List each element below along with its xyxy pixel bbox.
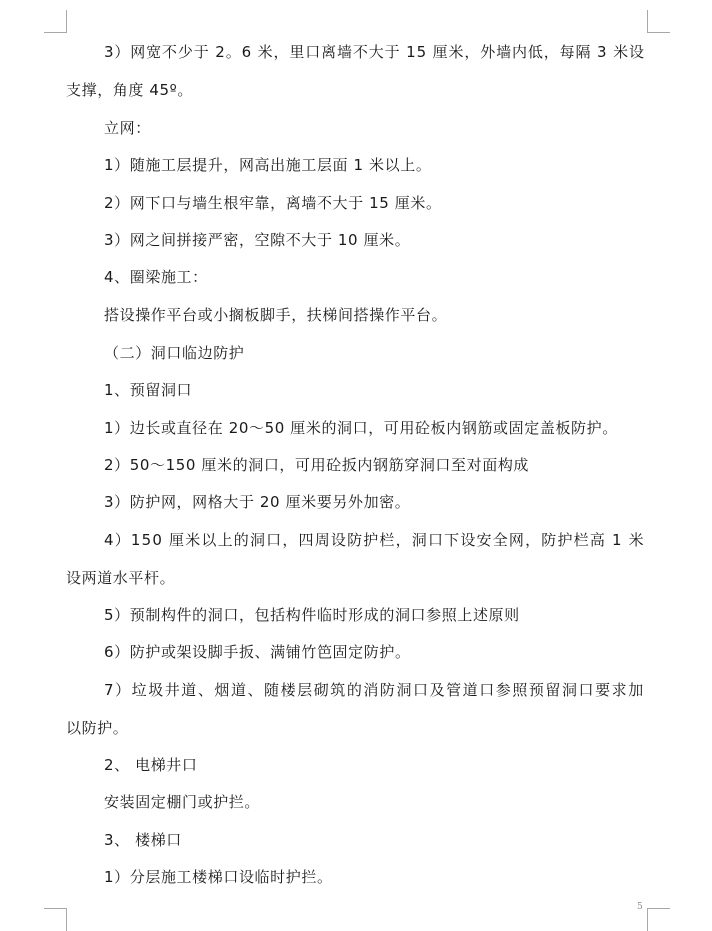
text-line: 5）预制构件的洞口，包括构件临时形成的洞口参照上述原则: [104, 606, 520, 624]
text-line: （二）洞口临边防护: [104, 344, 245, 362]
text-line: 6）防护或架设脚手扳、满铺竹笆固定防护。: [104, 643, 411, 661]
text-line: 设两道水平杆。: [66, 569, 176, 587]
corner-mark-bottom-left: [44, 908, 67, 931]
text-line: 3、 楼梯口: [104, 831, 182, 849]
text-line: 3）网宽不少于 2。6 米，里口离墙不大于 15 厘米，外墙内低，每隔 3 米设: [104, 43, 645, 61]
text-line: 4）150 厘米以上的洞口，四周设防护栏，洞口下设安全网，防护栏高 1 米: [104, 531, 645, 549]
text-line: 支撑，角度 45º。: [66, 81, 193, 99]
corner-mark-bottom-right: [647, 908, 670, 931]
text-line: 7）垃圾井道、烟道、随楼层砌筑的消防洞口及管道口参照预留洞口要求加: [104, 681, 645, 699]
text-line: 2、 电梯井口: [104, 756, 198, 774]
text-line: 1、预留洞口: [104, 381, 193, 399]
text-line: 3）防护网，网格大于 20 厘米要另外加密。: [104, 493, 411, 511]
corner-mark-top-right: [647, 10, 670, 33]
corner-mark-top-left: [44, 10, 67, 33]
text-line: 2）50～150 厘米的洞口，可用砼扳内钢筋穿洞口至对面构成: [104, 456, 530, 474]
text-line: 安装固定棚门或护拦。: [104, 793, 261, 811]
text-line: 2）网下口与墙生根牢靠，离墙不大于 15 厘米。: [104, 194, 442, 212]
text-line: 以防护。: [66, 719, 129, 737]
text-line: 1）边长或直径在 20～50 厘米的洞口，可用砼板内钢筋或固定盖板防护。: [104, 419, 618, 437]
text-line: 1）随施工层提升，网高出施工层面 1 米以上。: [104, 156, 432, 174]
text-line: 3）网之间拼接严密，空隙不大于 10 厘米。: [104, 231, 411, 249]
text-line: 立网：: [104, 119, 151, 137]
text-line: 1）分层施工楼梯口设临时护拦。: [104, 868, 333, 886]
text-line: 4、圈梁施工：: [104, 268, 208, 286]
text-line: 搭设操作平台或小搁板脚手，扶梯间搭操作平台。: [104, 306, 448, 324]
page-number: 5: [637, 902, 643, 912]
